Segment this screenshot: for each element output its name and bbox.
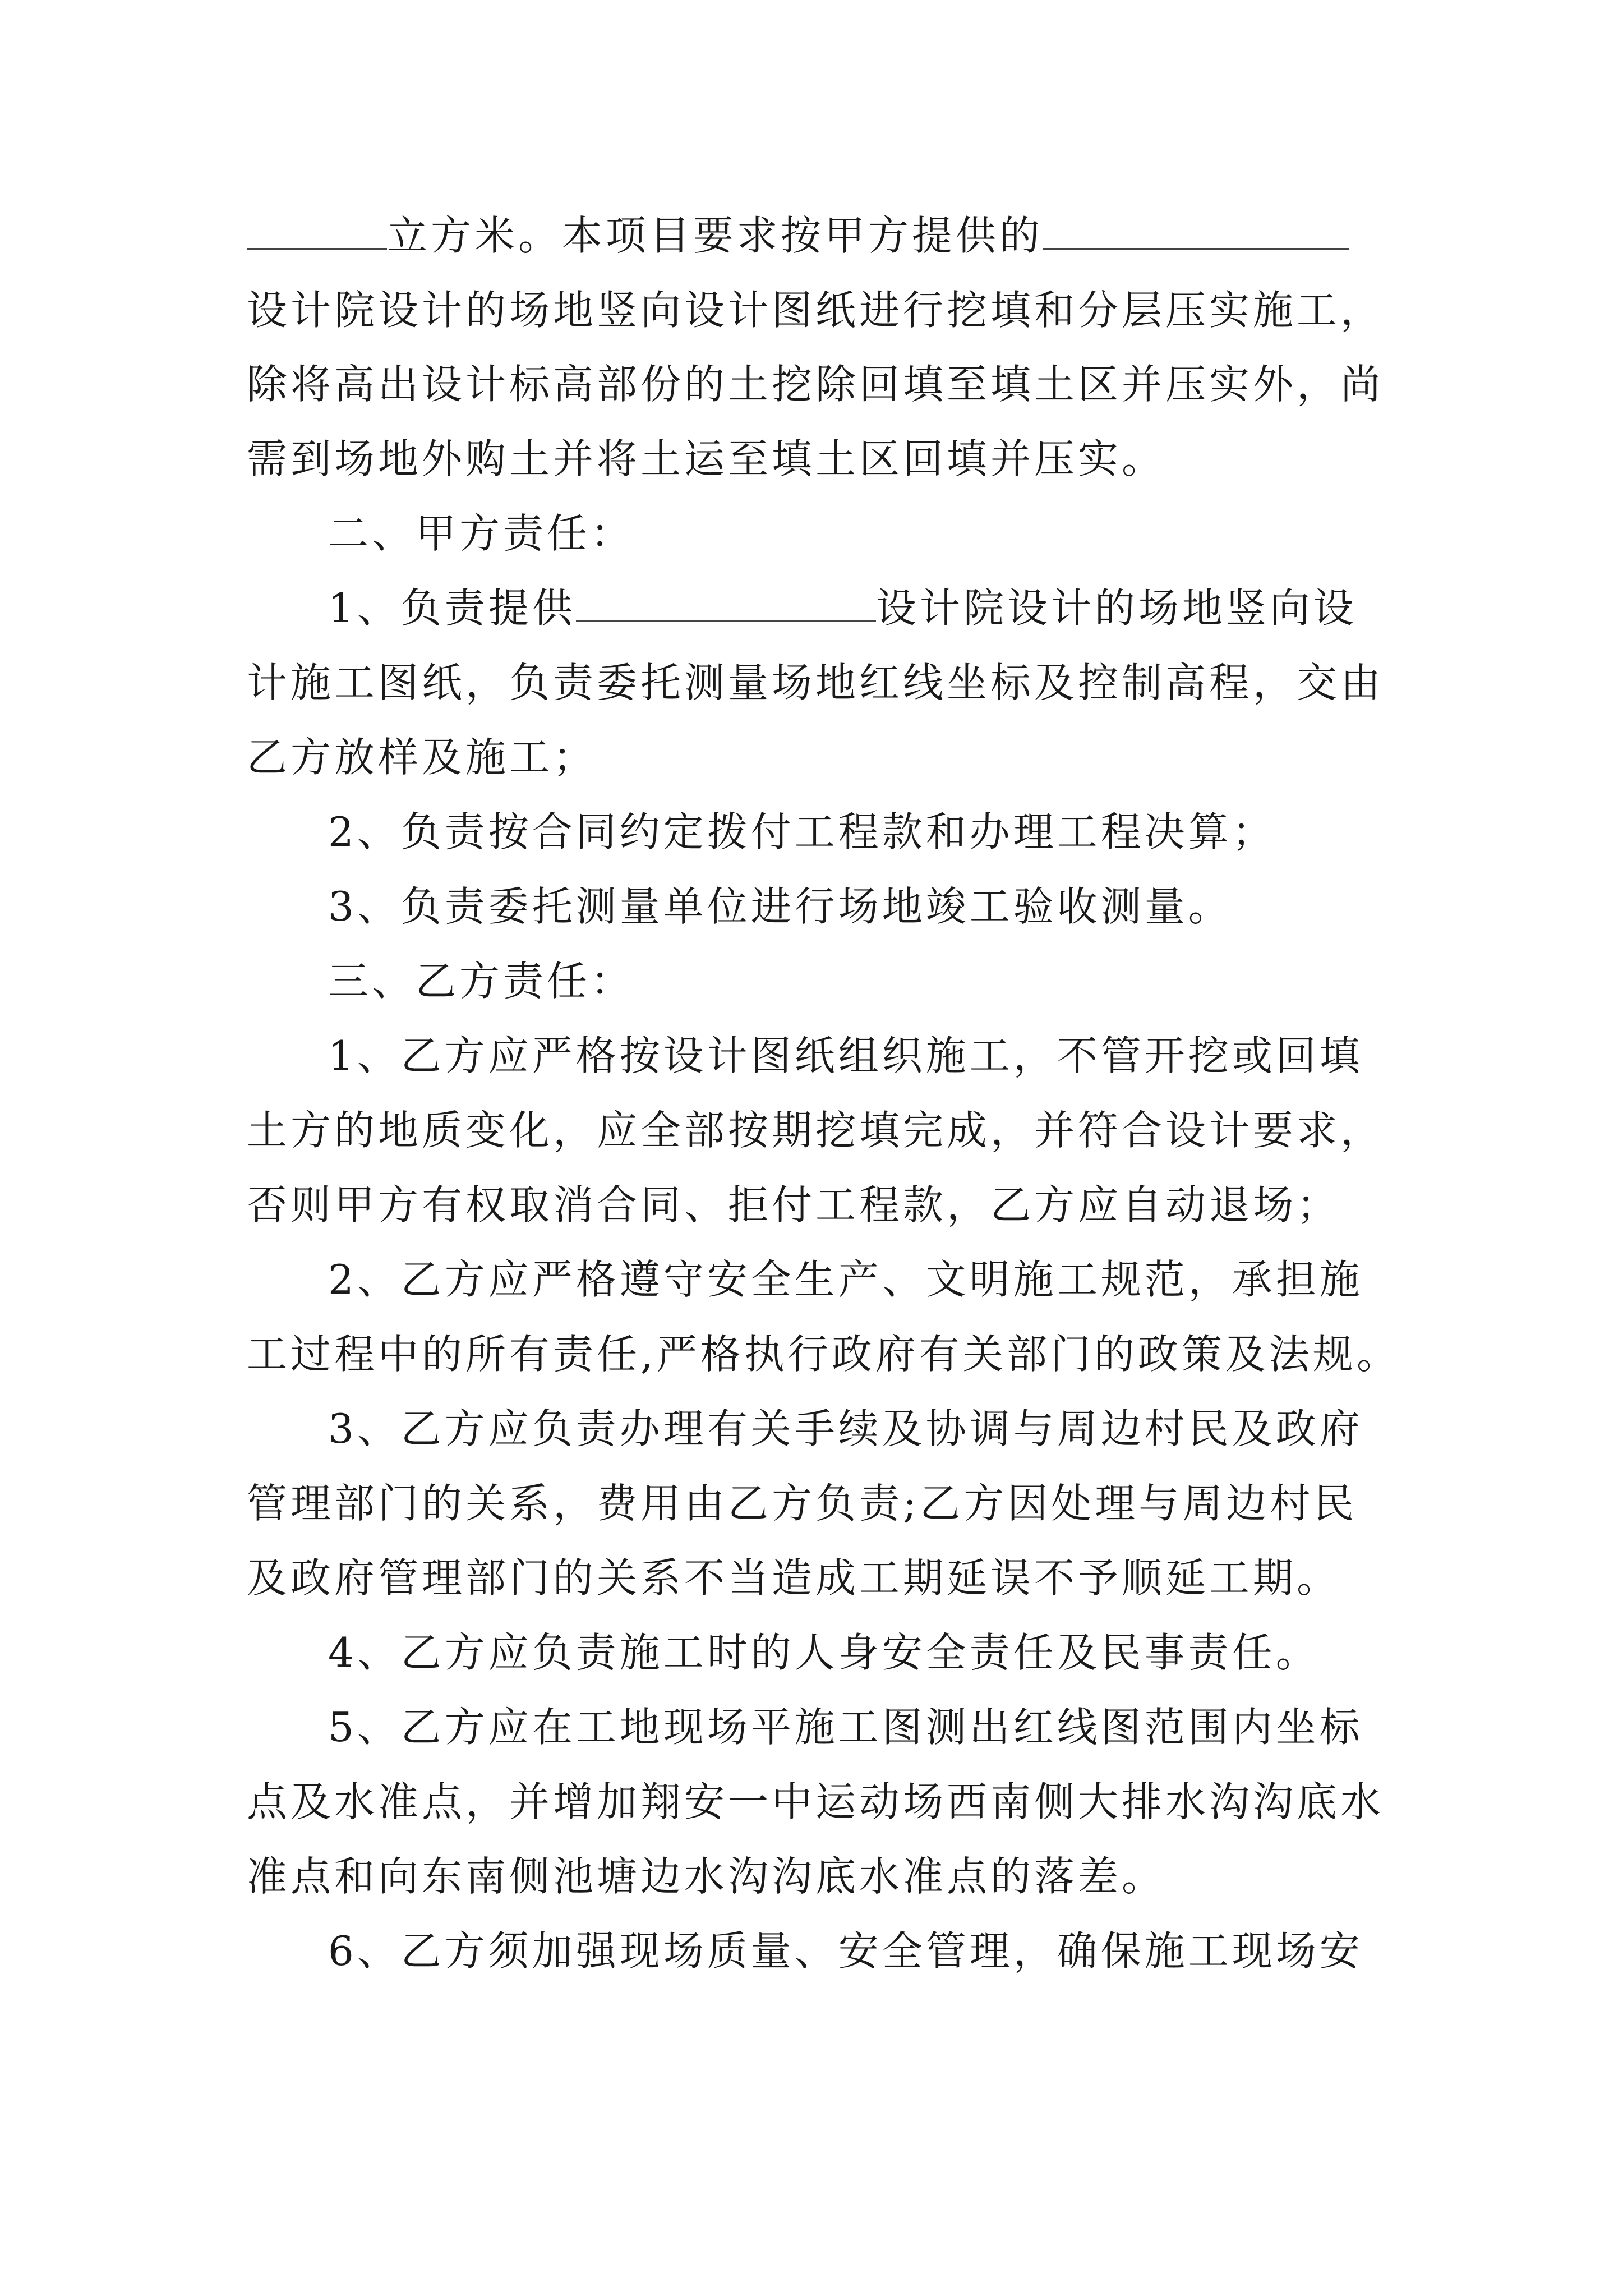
line-text: 否则甲方有权取消合同、拒付工程款，乙方应自动退场； [247,1181,1341,1228]
paragraph-line [328,1253,1394,1306]
paragraph-line [328,805,1394,859]
line-text: 3、乙方应负责办理有关手续及协调与周边村民及政府 [328,1405,1363,1452]
line-text: 及政府管理部门的关系不当造成工期延误不予顺延工期。 [247,1554,1341,1602]
fill-in-blank [247,209,387,250]
line-text: 5、乙方应在工地现场平施工图测出红线图范围内坐标 [328,1704,1363,1751]
line-text: 点及水准点，并增加翔安一中运动场西南侧大排水沟沟底水 [247,1778,1385,1825]
line-text: 管理部门的关系，费用由乙方负责;乙方因处理与周边村民 [247,1480,1358,1527]
paragraph-line [328,1924,1394,1978]
fill-in-blank [576,581,876,622]
line-text: 准点和向东南侧池塘边水沟沟底水准点的落差。 [247,1853,1166,1900]
paragraph-line [247,1775,1391,1829]
line-text: 设计院设计的场地竖向设 [875,585,1357,632]
line-text: 2、负责按合同约定拨付工程款和办理工程决算； [328,808,1276,855]
paragraph-line [328,1402,1394,1456]
paragraph-line [247,1476,1391,1530]
line-text: 立方米。本项目要求按甲方提供的 [387,212,1044,259]
line-text: 二、甲方责任： [328,510,635,557]
section-heading [328,954,1394,1008]
line-text: 工过程中的所有责任,严格执行政府有关部门的政策及法规。 [247,1331,1400,1378]
line-text: 需到场地外购土并将土运至填土区回填并压实。 [247,435,1166,482]
paragraph-line [328,1700,1394,1754]
paragraph-line [247,432,1391,486]
line-text: 设计院设计的场地竖向设计图纸进行挖填和分层压实施工， [247,287,1385,334]
line-text: 三、乙方责任： [328,958,635,1005]
line-text: 1、负责提供 [328,585,576,632]
paragraph-line [247,1103,1391,1157]
paragraph-line [328,581,1394,635]
paragraph-line [247,730,1391,784]
line-text: 除将高出设计标高部份的土挖除回填至填土区并压实外，尚 [247,361,1385,408]
line-text: 土方的地质变化，应全部按期挖填完成，并符合设计要求， [247,1107,1385,1154]
line-text: 2、乙方应严格遵守安全生产、文明施工规范，承担施 [328,1256,1363,1303]
paragraph-line [247,1178,1391,1232]
paragraph-line [247,1327,1400,1381]
line-text: 1、乙方应严格按设计图纸组织施工，不管开挖或回填 [328,1032,1363,1079]
section-heading [328,507,1394,560]
fill-in-blank [1043,209,1349,250]
paragraph-line [247,1849,1391,1903]
paragraph-line [328,1029,1394,1083]
line-text: 4、乙方应负责施工时的人身安全责任及民事责任。 [328,1629,1320,1676]
line-text: 3、负责委托测量单位进行场地竣工验收测量。 [328,883,1232,930]
line-text: 乙方放样及施工； [247,734,597,781]
paragraph-line [247,1551,1391,1605]
paragraph-line [247,283,1391,337]
paragraph-line [328,1626,1394,1680]
paragraph-line [247,656,1391,710]
line-text: 6、乙方须加强现场质量、安全管理，确保施工现场安 [328,1927,1363,1975]
paragraph-line [247,209,1391,263]
line-text: 计施工图纸，负责委托测量场地红线坐标及控制高程，交由 [247,659,1385,706]
paragraph-line [247,357,1391,411]
paragraph-line [328,880,1394,933]
